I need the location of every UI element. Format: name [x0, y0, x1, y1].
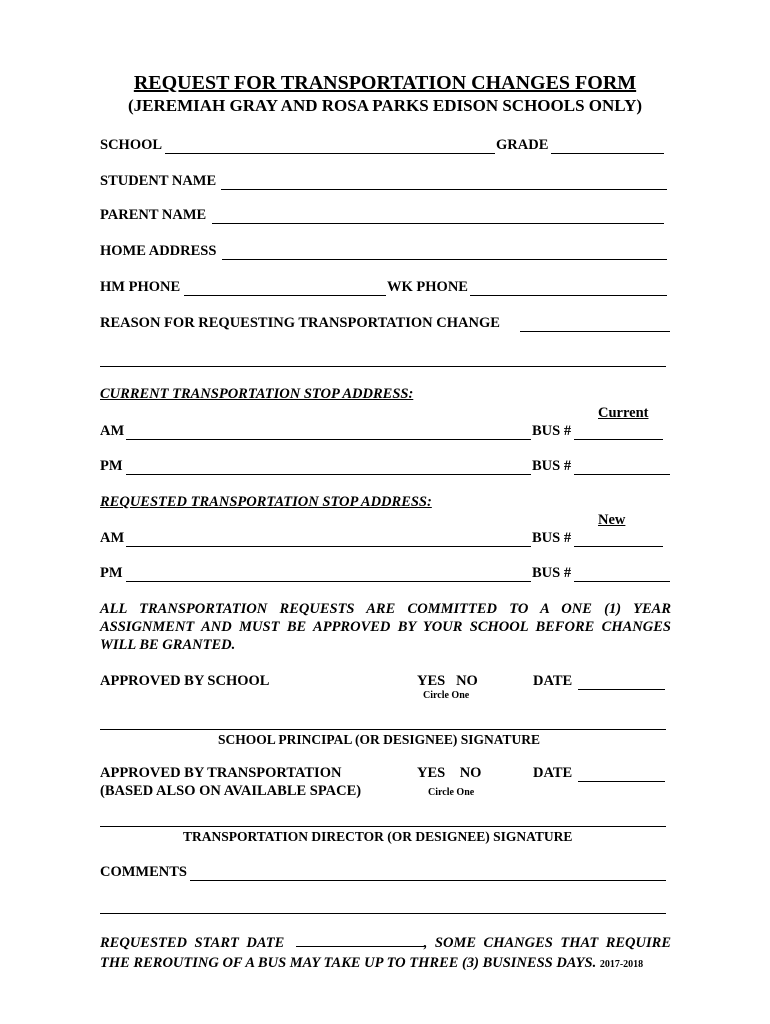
transport-yes-no-choice[interactable]: YES NO — [417, 765, 482, 781]
new-column-header: New — [598, 512, 626, 528]
reason-label: REASON FOR REQUESTING TRANSPORTATION CHANGE — [100, 315, 500, 331]
current-am-label: AM — [100, 423, 125, 439]
school-date-field[interactable] — [578, 689, 665, 690]
grade-label: GRADE — [496, 137, 549, 153]
start-date-field[interactable] — [296, 934, 424, 947]
home-phone-field[interactable] — [184, 295, 386, 296]
school-principal-signature-field[interactable] — [100, 729, 666, 730]
transport-director-signature-field[interactable] — [100, 826, 666, 827]
transport-approval-label: APPROVED BY TRANSPORTATION — [100, 765, 342, 781]
current-am-bus-label: BUS # — [532, 423, 572, 439]
comments-label: COMMENTS — [100, 864, 187, 880]
requested-pm-bus-label: BUS # — [532, 565, 572, 581]
transport-date-field[interactable] — [578, 781, 665, 782]
footer-notice — [100, 933, 671, 975]
school-circle-one-hint: Circle One — [423, 690, 470, 701]
commitment-notice: ALL TRANSPORTATION REQUESTS ARE COMMITTED TO A ONE (1) YEAR ASSIGNMENT AND MUST BE APPROVED BY YOUR SCHOOL BEFORE CHANGES WILL BE GRANTED. — [100, 601, 671, 653]
school-approval-label: APPROVED BY SCHOOL — [100, 673, 270, 689]
form-title: REQUEST FOR TRANSPORTATION CHANGES FORM — [133, 72, 637, 94]
school-field[interactable] — [165, 153, 495, 154]
student-name-label: STUDENT NAME — [100, 173, 217, 189]
start-date-label: REQUESTED START DATE — [100, 935, 285, 951]
current-am-bus-field[interactable] — [574, 439, 663, 440]
transport-circle-one-hint: Circle One — [428, 787, 475, 798]
form-subtitle: (JEREMIAH GRAY AND ROSA PARKS EDISON SCHOOLS ONLY) — [127, 96, 643, 115]
school-label: SCHOOL — [100, 137, 163, 153]
current-pm-bus-field[interactable] — [574, 474, 670, 475]
student-name-field[interactable] — [221, 189, 667, 190]
transport-date-label: DATE — [533, 765, 573, 781]
transport-signature-caption: TRANSPORTATION DIRECTOR (OR DESIGNEE) SIGNATURE — [183, 829, 573, 844]
work-phone-field[interactable] — [470, 295, 667, 296]
current-pm-bus-label: BUS # — [532, 458, 572, 474]
reason-field-line-2[interactable] — [100, 366, 666, 367]
requested-am-label: AM — [100, 530, 125, 546]
transport-approval-sublabel: (BASED ALSO ON AVAILABLE SPACE) — [100, 783, 362, 799]
work-phone-label: WK PHONE — [387, 279, 468, 295]
requested-stop-heading: REQUESTED TRANSPORTATION STOP ADDRESS: — [100, 494, 432, 510]
current-am-address-field[interactable] — [126, 439, 531, 440]
comments-field-line-2[interactable] — [100, 913, 666, 914]
comments-field[interactable] — [190, 880, 666, 881]
home-phone-label: HM PHONE — [100, 279, 181, 295]
current-pm-address-field[interactable] — [126, 474, 531, 475]
parent-name-label: PARENT NAME — [100, 207, 207, 223]
parent-name-field[interactable] — [212, 223, 664, 224]
form-year: 2017-2018 — [599, 959, 644, 970]
current-stop-heading: CURRENT TRANSPORTATION STOP ADDRESS: — [100, 386, 414, 402]
requested-am-address-field[interactable] — [126, 546, 531, 547]
requested-pm-label: PM — [100, 565, 123, 581]
school-yes-no-choice[interactable]: YES NO — [417, 673, 478, 689]
grade-field[interactable] — [551, 153, 664, 154]
current-pm-label: PM — [100, 458, 123, 474]
home-address-label: HOME ADDRESS — [100, 243, 217, 259]
reason-field[interactable] — [520, 331, 670, 332]
home-address-field[interactable] — [222, 259, 667, 260]
school-signature-caption: SCHOOL PRINCIPAL (OR DESIGNEE) SIGNATURE — [218, 732, 541, 747]
requested-am-bus-label: BUS # — [532, 530, 572, 546]
requested-pm-bus-field[interactable] — [574, 581, 670, 582]
current-column-header: Current — [598, 405, 649, 421]
footer-text: , SOME CHANGES THAT REQUIRE THE REROUTING OF A BUS MAY TAKE UP TO THREE (3) BUSINESS DAYS. — [100, 935, 671, 971]
school-date-label: DATE — [533, 673, 573, 689]
requested-am-bus-field[interactable] — [574, 546, 663, 547]
requested-pm-address-field[interactable] — [126, 581, 531, 582]
